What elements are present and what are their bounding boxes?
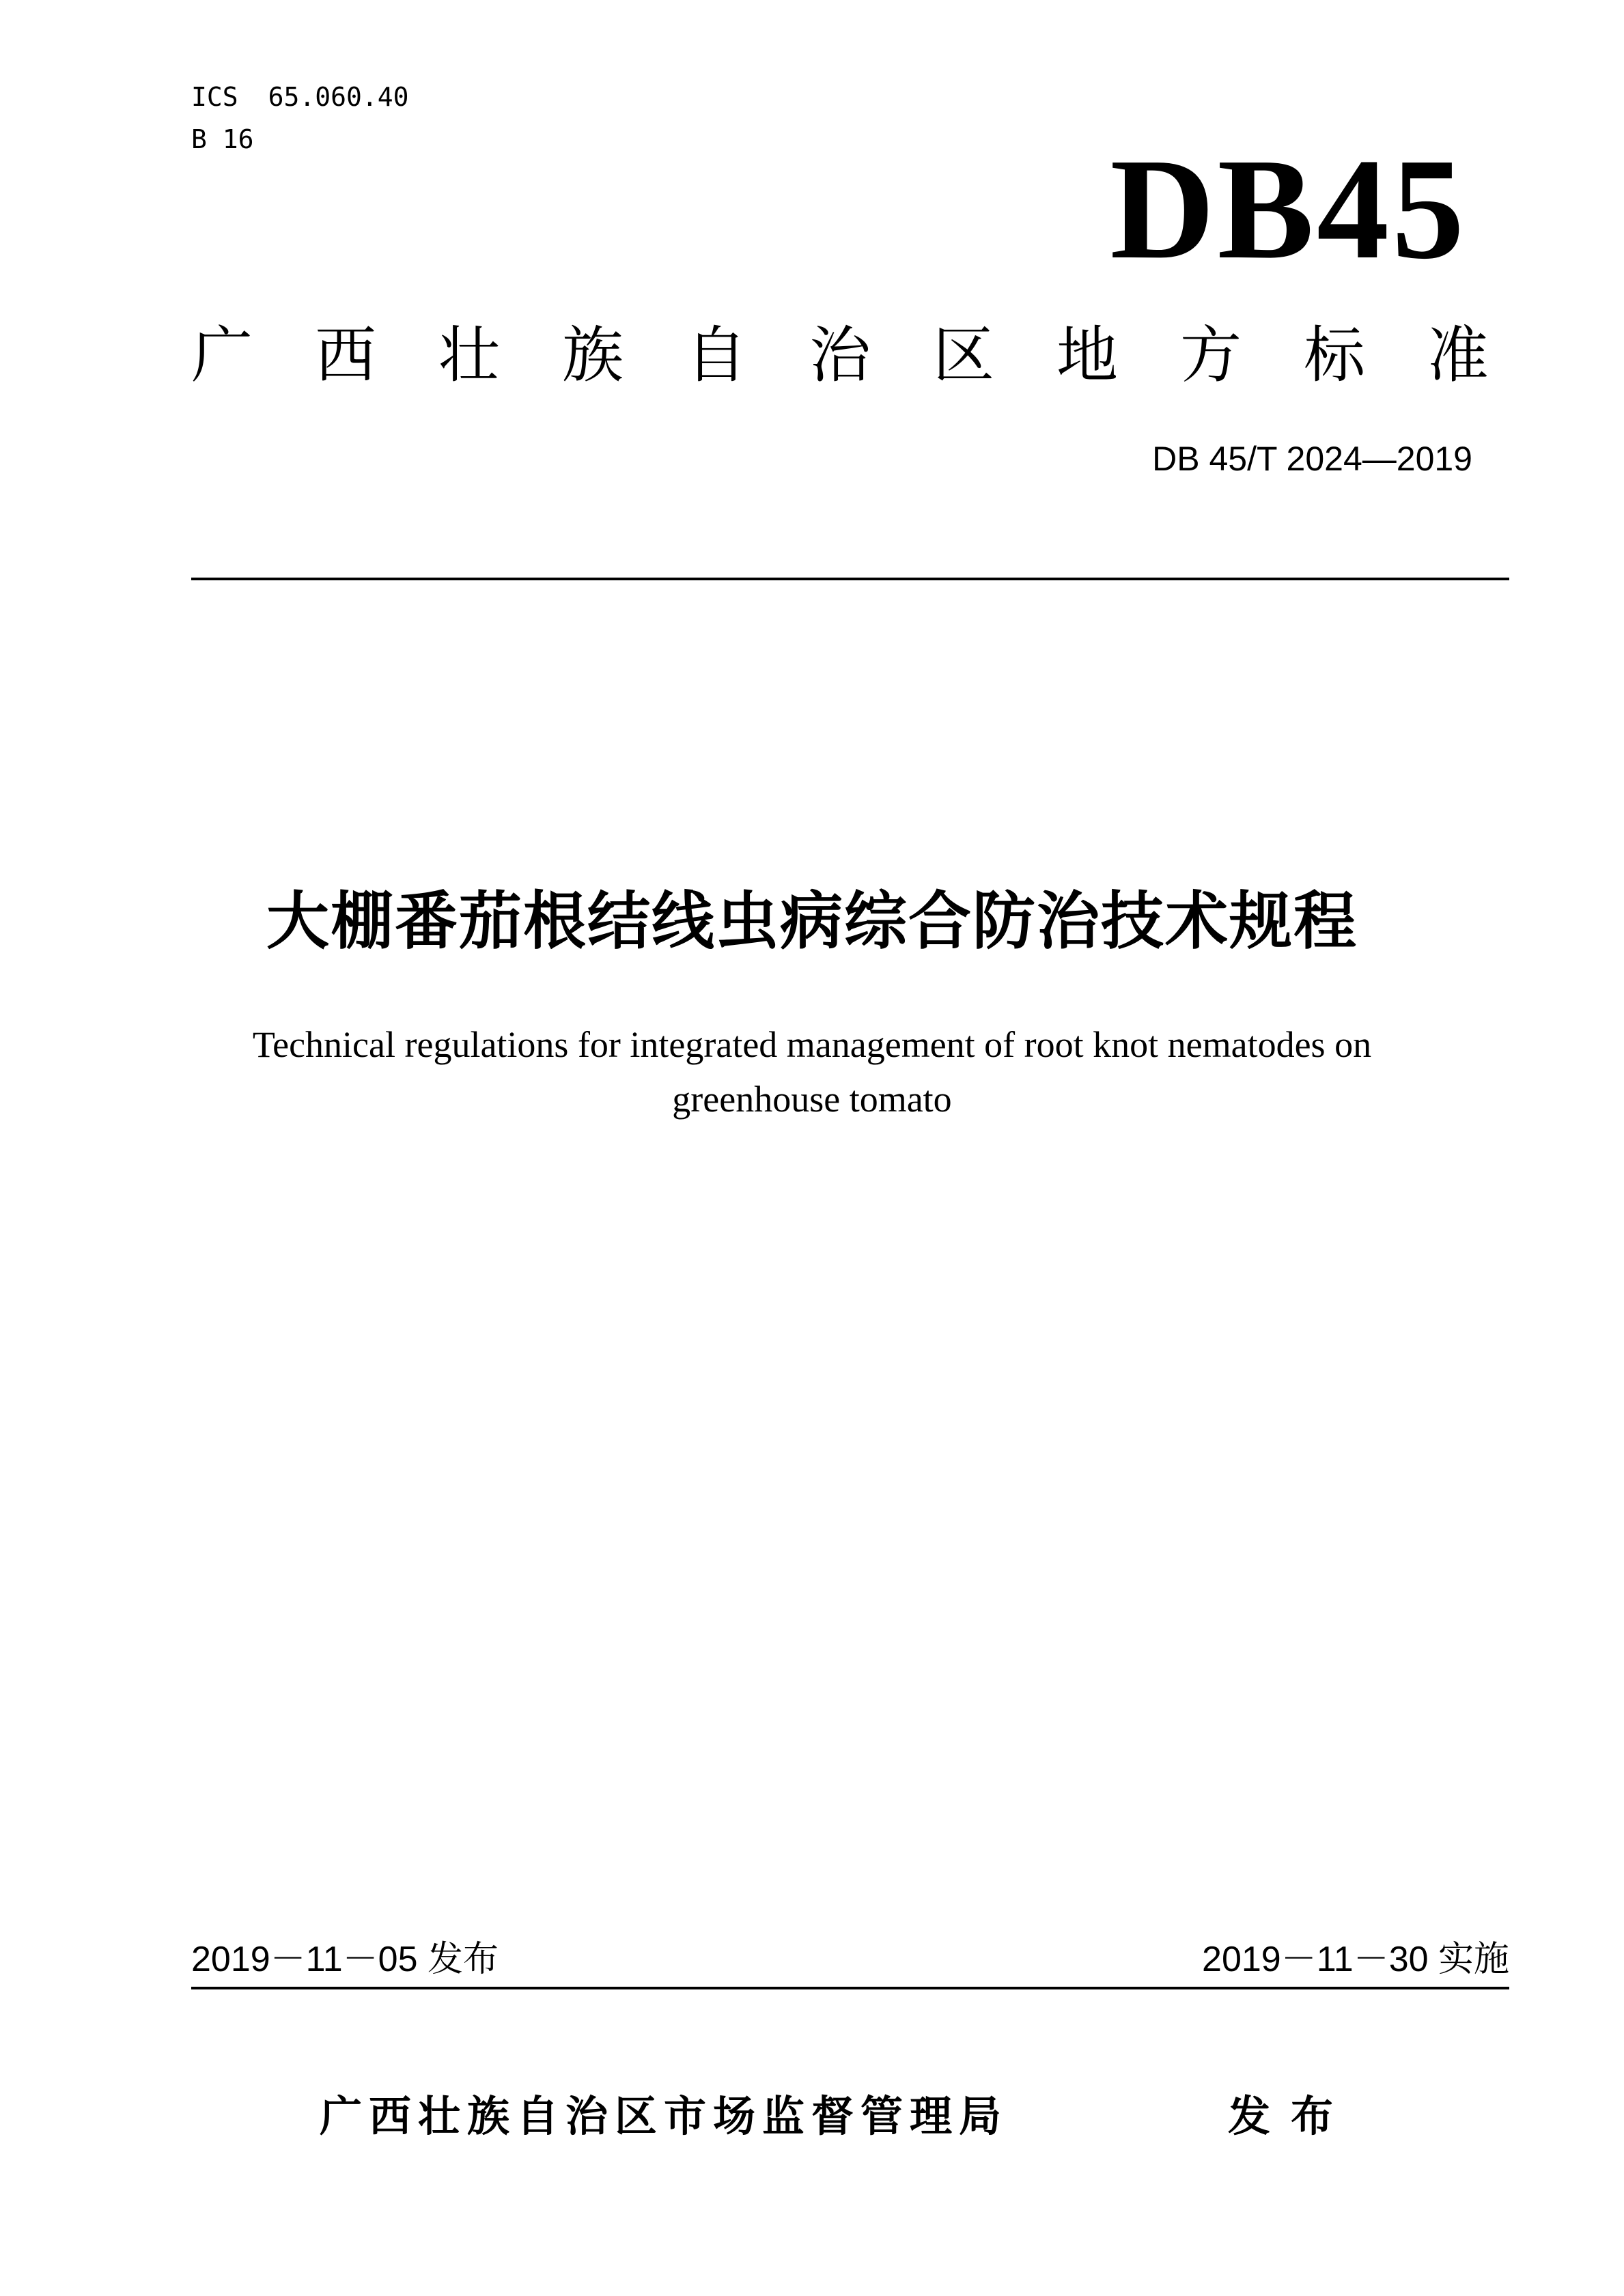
publish-date: 2019－11－05 发布: [191, 1940, 499, 1979]
standard-type-char: 标: [1304, 320, 1365, 391]
ics-label: ICS: [191, 82, 238, 112]
ics-code: 65.060.40: [268, 82, 409, 112]
standard-type-char: 族: [562, 320, 624, 391]
title-chinese: 大棚番茄根结线虫病综合防治技术规程: [266, 885, 1358, 958]
top-divider: [191, 578, 1509, 580]
standard-number: DB 45/T 2024—2019: [1152, 440, 1472, 478]
standard-type-heading: [191, 318, 1489, 393]
title-english: Technical regulations for integrated management of root knot nematodes on greenhouse tomato: [252, 1024, 1372, 1120]
standard-type-char: 区: [933, 320, 994, 391]
ccs-code: B 16: [191, 124, 254, 154]
standard-type-char: 治: [809, 320, 871, 391]
standard-type-char: 准: [1427, 320, 1489, 391]
bottom-divider: [191, 1987, 1509, 1989]
publish-label: 发布: [1228, 2091, 1354, 2141]
ics-classification: [191, 81, 409, 113]
effective-date: 2019－11－30 实施: [1202, 1940, 1509, 1979]
standard-type-char: 壮: [438, 320, 500, 391]
db-mark: DB45: [1110, 128, 1467, 289]
standard-type-char: 自: [686, 320, 747, 391]
standard-type-char: 西: [315, 320, 376, 391]
issuing-authority: 广西壮族自治区市场监督管理局: [320, 2091, 1009, 2141]
standard-type-char: 地: [1056, 320, 1118, 391]
standard-type-char: 方: [1180, 320, 1242, 391]
standard-type-char: 广: [191, 320, 253, 391]
